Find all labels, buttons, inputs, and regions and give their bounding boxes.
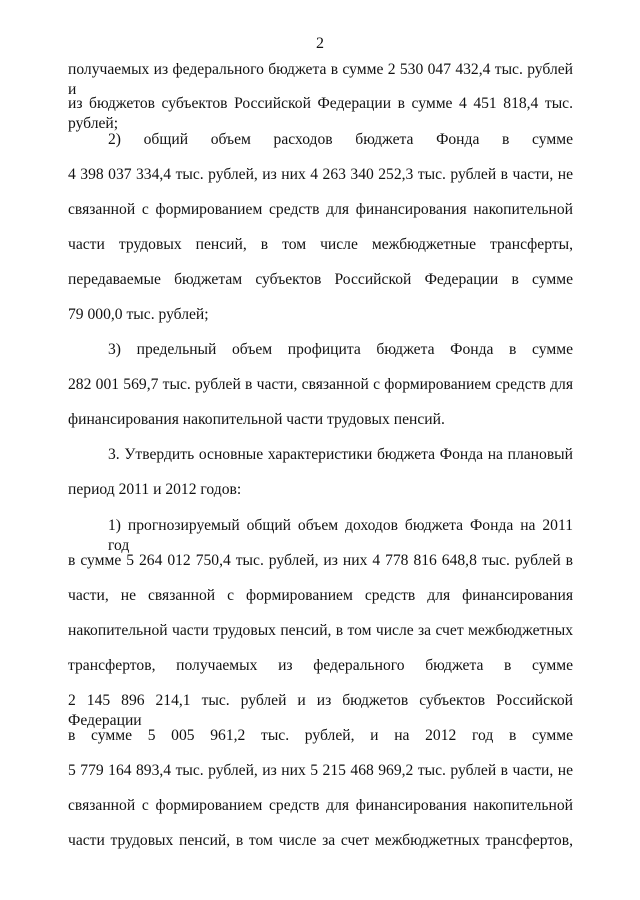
text-line: 2) общий объем расходов бюджета Фонда в сумме [108, 131, 573, 148]
text-line: связанной с формированием средств для финансирования накопительной [68, 201, 573, 218]
text-line: получаемых из федерального бюджета в сумме 2 530 047 432,4 тыс. рублей и [68, 61, 573, 98]
page-number: 2 [316, 35, 324, 52]
text-line: 4 398 037 334,4 тыс. рублей, из них 4 263 340 252,3 тыс. рублей в части, не [68, 166, 573, 183]
text-line: период 2011 и 2012 годов: [68, 481, 242, 498]
text-line: части трудовых пенсий, в том числе за счет межбюджетных трансфертов, [68, 832, 573, 849]
text-line: в сумме 5 005 961,2 тыс. рублей, и на 2012 год в сумме [68, 727, 573, 744]
text-line: связанной с формированием средств для финансирования накопительной [68, 797, 573, 814]
text-line: 2 145 896 214,1 тыс. рублей и из бюджетов субъектов Российской Федерации [68, 692, 573, 729]
text-line: передаваемые бюджетам субъектов Российской Федерации в сумме [68, 271, 573, 288]
text-line: 282 001 569,7 тыс. рублей в части, связанной с формированием средств для [68, 376, 573, 393]
text-line: в сумме 5 264 012 750,4 тыс. рублей, из них 4 778 816 648,8 тыс. рублей в [68, 552, 573, 569]
text-line: части, не связанной с формированием средств для финансирования [68, 587, 573, 604]
text-line: накопительной части трудовых пенсий, в том числе за счет межбюджетных [68, 622, 573, 639]
text-line: из бюджетов субъектов Российской Федерации в сумме 4 451 818,4 тыс. рублей; [68, 95, 573, 132]
text-line: 3. Утвердить основные характеристики бюджета Фонда на плановый [108, 446, 573, 463]
text-line: части трудовых пенсий, в том числе межбюджетные трансферты, [68, 236, 573, 253]
text-line: трансфертов, получаемых из федерального бюджета в сумме [68, 657, 573, 674]
text-line: 5 779 164 893,4 тыс. рублей, из них 5 215 468 969,2 тыс. рублей в части, не [68, 762, 573, 779]
text-line: 3) предельный объем профицита бюджета Фонда в сумме [108, 341, 573, 358]
text-line: финансирования накопительной части трудовых пенсий. [68, 411, 445, 428]
text-line: 1) прогнозируемый общий объем доходов бюджета Фонда на 2011 год [108, 517, 573, 554]
text-line: 79 000,0 тыс. рублей; [68, 306, 209, 323]
